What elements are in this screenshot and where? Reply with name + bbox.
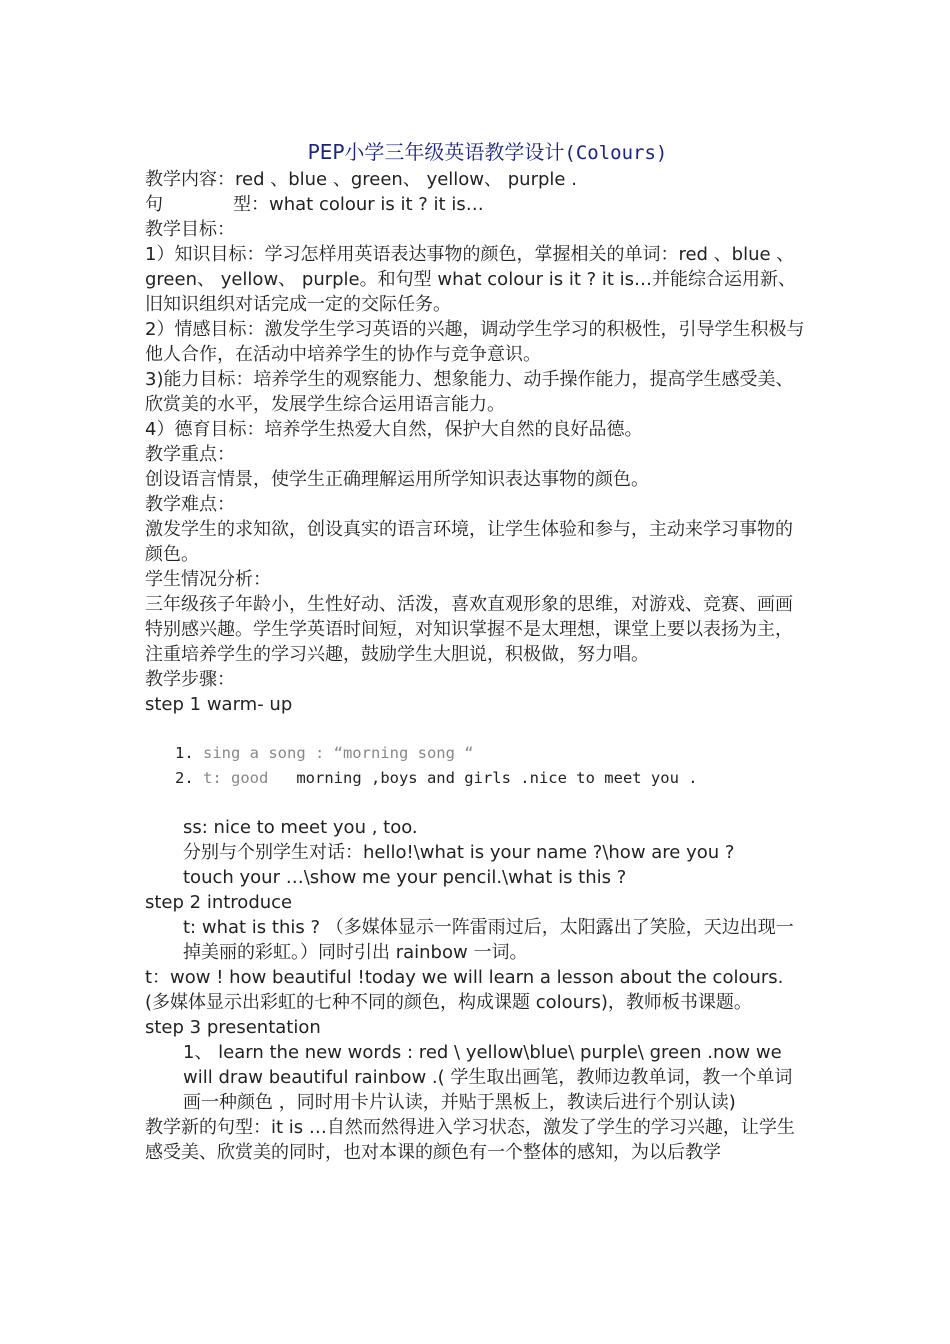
- key-text: 创设语言情景，使学生正确理解运用所学知识表达事物的颜色。: [145, 469, 649, 490]
- step-1-heading: step 1 warm- up: [145, 694, 293, 715]
- list-item: 2. t: good morning ,boys and girls .nice to meet you .: [175, 769, 698, 787]
- document-page: [145, 138, 810, 1165]
- step-3-text: 1、 learn the new words : red \ yellow\blue\ purple\ green .now we will draw beautiful rainbow .( 学生取出画笔，教师边教单词，教一个单词画一种颜色 ，同时用卡片认读，并贴于黑板上，教读后进行个别认读): [183, 1042, 793, 1113]
- step-3-heading: step 3 presentation: [145, 1017, 321, 1038]
- goal-moral: 4）德育目标：培养学生热爱大自然，保护大自然的良好品德。: [145, 419, 643, 440]
- difficulty-text: 激发学生的求知欲，创设真实的语言环境，让学生体验和参与，主动来学习事物的颜色。: [145, 519, 793, 565]
- pattern-line: 句 型：what colour is it ? it is…: [145, 194, 484, 215]
- goal-ability: 3)能力目标：培养学生的观察能力、想象能力、动手操作能力，提高学生感受美、欣赏美的水平，发展学生综合运用语言能力。: [145, 369, 794, 415]
- dialog-line: 分别与个别学生对话：hello!\what is your name ?\how are you ?: [183, 842, 735, 863]
- final-text: 教学新的句型：it is …自然而然得进入学习状态，激发了学生的学习兴趣，让学生感受美、欣赏美的同时，也对本课的颜色有一个整体的感知，为以后教学: [145, 1117, 795, 1163]
- analysis-heading: 学生情况分析：: [145, 569, 271, 590]
- goals-heading: 教学目标：: [145, 219, 235, 240]
- steps-heading: 教学步骤：: [145, 669, 235, 690]
- difficulty-heading: 教学难点：: [145, 494, 235, 515]
- goal-emotion: 2）情感目标：激发学生学习英语的兴趣，调动学生学习的积极性，引导学生积极与他人合作，在活动中培养学生的协作与竞争意识。: [145, 319, 805, 365]
- document-title: [145, 138, 810, 167]
- media-line: (多媒体显示出彩虹的七种不同的颜色，构成课题 colours)，教师板书课题。: [145, 992, 752, 1013]
- title-chinese: PEP小学三年级英语教学设计: [307, 140, 565, 164]
- warmup-list: [145, 741, 810, 791]
- list-item: 1. sing a song : “morning song “: [175, 744, 474, 762]
- wow-line: t：wow ! how beautiful !today we will learn a lesson about the colours.: [145, 967, 784, 988]
- ss-line: ss: nice to meet you , too.: [183, 817, 418, 838]
- step-2-text: t: what is this ? （多媒体显示一阵雷雨过后，太阳露出了笑脸，天边出现一掉美丽的彩虹。）同时引出 rainbow 一词。: [183, 917, 794, 963]
- touch-line: touch your …\show me your pencil.\what is this ?: [183, 867, 627, 888]
- goal-knowledge: 1）知识目标：学习怎样用英语表达事物的颜色，掌握相关的单词：red 、blue 、green、 yellow、 purple。和句型 what colour is it ? it is…并能综合运用新、旧知识组织对话完成一定的交际任务。: [145, 244, 797, 315]
- content-line: 教学内容：red 、blue 、green、 yellow、 purple .: [145, 169, 577, 190]
- step-2-heading: step 2 introduce: [145, 892, 293, 913]
- title-english: (Colours): [564, 142, 668, 164]
- key-heading: 教学重点：: [145, 444, 235, 465]
- analysis-text: 三年级孩子年龄小，生性好动、活泼，喜欢直观形象的思维，对游戏、竞赛、画画特别感兴趣。学生学英语时间短，对知识掌握不是太理想，课堂上要以表扬为主，注重培养学生的学习兴趣，鼓励学生大胆说，积极做，努力唱。: [145, 594, 793, 665]
